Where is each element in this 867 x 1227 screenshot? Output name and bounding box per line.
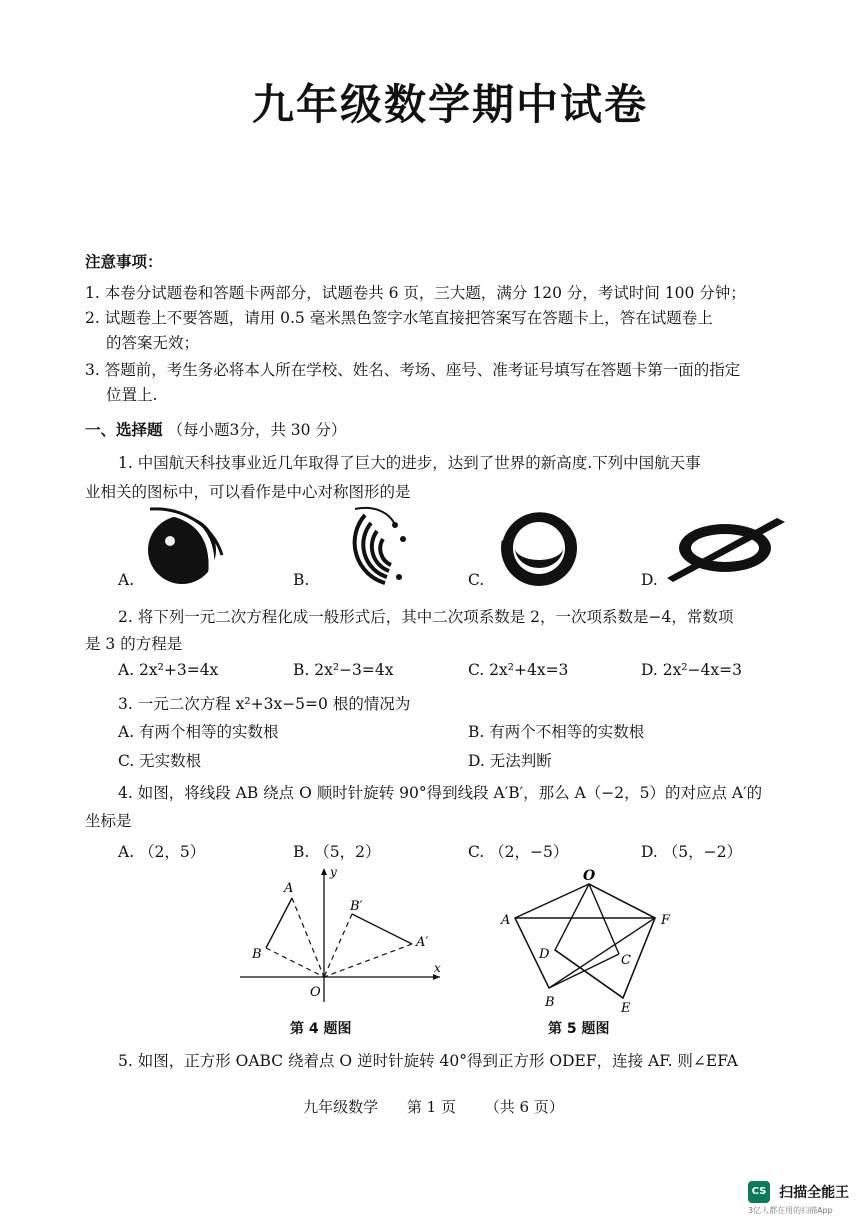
notice-item-3-cont: 位置上.	[106, 386, 158, 404]
scanner-name: 扫描全能王	[779, 1185, 850, 1201]
q2-line2: 是 3 的方程是	[85, 635, 183, 653]
q1-line2: 业相关的图标中，可以看作是中心对称图形的是	[85, 483, 411, 501]
fig4-label-y: y	[330, 865, 337, 879]
fig5-label-b: B	[545, 995, 555, 1010]
q4-option-c: C. （2，−5）	[468, 843, 569, 861]
fig4-label-b-prime: B′	[350, 899, 363, 914]
scanner-logo-icon: CS	[748, 1181, 770, 1203]
fig5-caption: 第 5 题图	[548, 1021, 610, 1037]
fig5-label-f: F	[661, 913, 671, 928]
q1-label-a: A.	[118, 571, 135, 589]
icon-c-swirl-logo	[495, 506, 585, 590]
q1-label-d: D.	[641, 571, 658, 589]
scanner-tagline: 3亿人都在用的扫描App	[748, 1206, 833, 1215]
q4-option-a: A. （2，5）	[118, 843, 206, 861]
icon-a-sphere-logo	[140, 505, 230, 590]
page-footer	[0, 1096, 867, 1117]
notice-item-3: 3. 答题前，考生务必将本人所在学校、姓名、考场、座号、准考证号填写在答题卡第一面的指定	[85, 361, 741, 379]
fig4-caption: 第 4 题图	[290, 1021, 352, 1037]
q4-option-d: D. （5，−2）	[641, 843, 742, 861]
fig5-label-a: A	[501, 913, 511, 928]
q3-option-c: C. 无实数根	[118, 752, 202, 770]
q2-option-b: B. 2x²−3=4x	[293, 661, 394, 679]
q1-label-b: B.	[293, 571, 310, 589]
q4-line2: 坐标是	[85, 812, 132, 830]
notice-heading: 注意事项：	[85, 253, 163, 271]
q1-line1: 1. 中国航天科技事业近几年取得了巨大的进步，达到了世界的新高度.下列中国航天事	[118, 454, 701, 472]
icon-b-arcs-logo	[325, 503, 415, 591]
fig4-label-o: O	[310, 985, 321, 1000]
q2-option-c: C. 2x²+4x=3	[468, 661, 569, 679]
fig5-label-e: E	[621, 1001, 631, 1016]
q3-option-a: A. 有两个相等的实数根	[118, 723, 279, 741]
q2-option-d: D. 2x²−4x=3	[641, 661, 742, 679]
q3-line1: 3. 一元二次方程 x²+3x−5=0 根的情况为	[118, 695, 411, 713]
section-title: 一、选择题	[85, 421, 163, 439]
fig4-label-x: x	[434, 961, 441, 975]
scanner-watermark	[748, 1181, 849, 1216]
footer-page: 第 1 页	[406, 1098, 456, 1116]
q3-option-d: D. 无法判断	[468, 752, 552, 770]
figure-5	[495, 866, 685, 1016]
fig4-label-a-prime: A′	[416, 935, 429, 950]
page-title: 九年级数学期中试卷	[251, 80, 648, 129]
fig4-label-b: B	[252, 947, 262, 962]
q1-label-c: C.	[468, 571, 485, 589]
fig5-label-c: C	[621, 953, 631, 968]
q4-option-b: B. （5，2）	[293, 843, 381, 861]
footer-total: （共 6 页）	[484, 1098, 564, 1116]
section-note: （每小题3分，共 30 分）	[167, 421, 347, 439]
notice-item-2: 2. 试题卷上不要答题，请用 0.5 毫米黑色签字水笔直接把答案写在答题卡上，答在试题卷上	[85, 309, 713, 327]
icon-d-planet-logo	[665, 512, 790, 586]
footer-subject: 九年级数学	[303, 1098, 379, 1116]
q3-option-b: B. 有两个不相等的实数根	[468, 723, 645, 741]
notice-item-1: 1. 本卷分试题卷和答题卡两部分，试题卷共 6 页，三大题，满分 120 分，考试时间 100 分钟；	[85, 284, 746, 302]
section-heading	[85, 418, 346, 440]
q2-line1: 2. 将下列一元二次方程化成一般形式后，其中二次项系数是 2，一次项系数是−4，常数项	[118, 608, 734, 626]
fig5-label-o: O	[583, 868, 596, 884]
figure-4	[240, 862, 450, 1007]
q4-line1: 4. 如图，将线段 AB 绕点 O 顺时针旋转 90°得到线段 A′B′，那么 A（−2，5）的对应点 A′的	[118, 784, 763, 802]
q2-option-a: A. 2x²+3=4x	[118, 661, 219, 679]
fig4-label-a: A	[284, 881, 294, 896]
q5-line1: 5. 如图，正方形 OABC 绕着点 O 逆时针旋转 40°得到正方形 ODEF，连接 AF. 则∠EFA	[118, 1052, 738, 1070]
notice-item-2-cont: 的答案无效；	[106, 334, 200, 352]
fig5-label-d: D	[539, 947, 550, 962]
